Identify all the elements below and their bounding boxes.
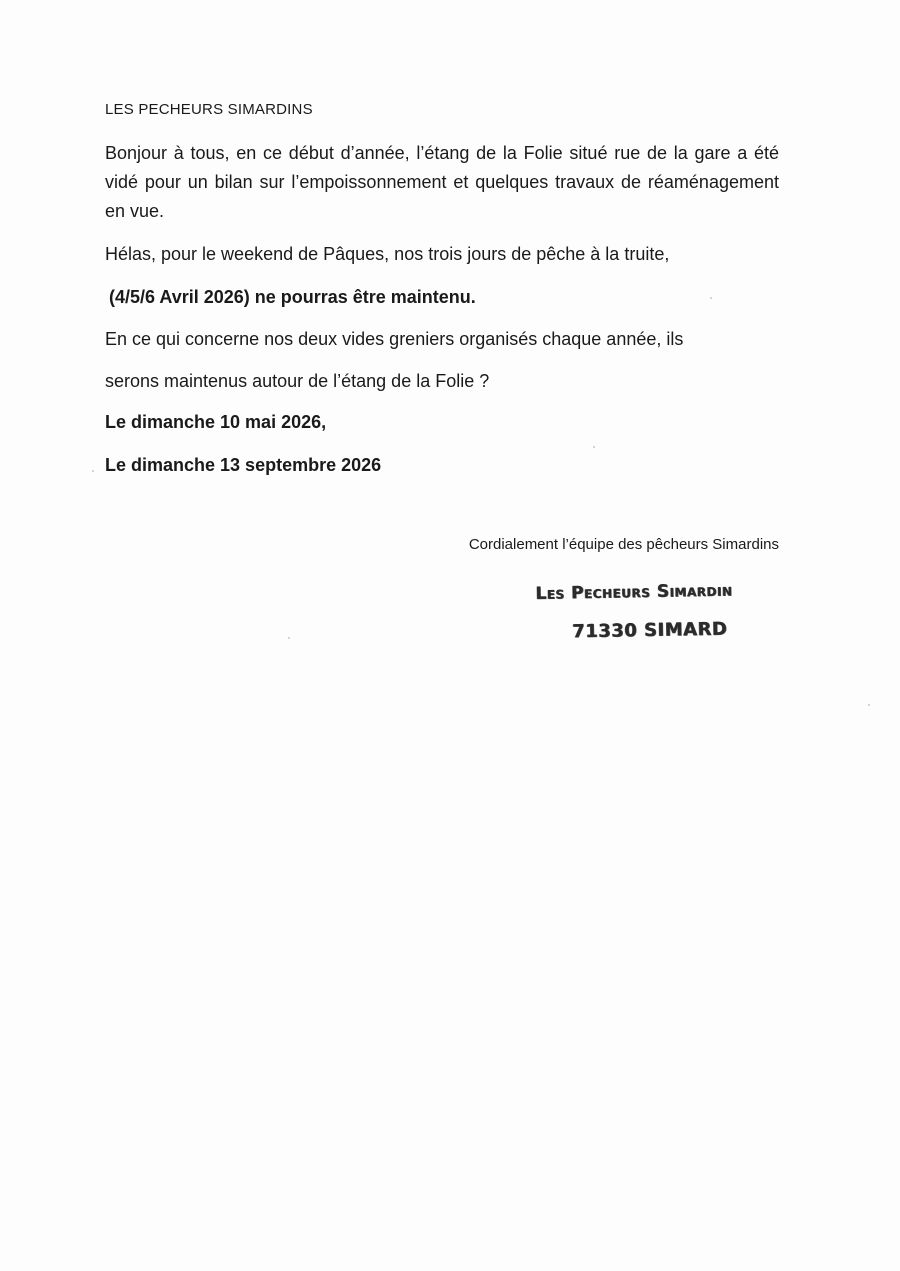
scan-speck <box>868 704 870 706</box>
club-stamp <box>529 576 760 660</box>
scan-speck <box>288 637 290 639</box>
event-date-2: Le dimanche 13 septembre 2026 <box>105 455 382 475</box>
cancellation-notice: (4/5/6 Avril 2026) ne pourras être maintenu. <box>109 287 476 307</box>
easter-paragraph: Hélas, pour le weekend de Pâques, nos trois jours de pêche à la truite, <box>105 244 670 264</box>
scan-speck <box>710 297 712 299</box>
letter-header: LES PECHEURS SIMARDINS <box>105 101 313 118</box>
stamp-line-name: Les Pecheurs Simardin <box>535 580 733 604</box>
intro-paragraph: Bonjour à tous, en ce début d’année, l’étang de la Folie situé rue de la gare a été vidé pour un bilan sur l’empoissonnement et quelques travaux de réaménagement en vue. <box>105 143 779 221</box>
fairs-paragraph-line-2: serons maintenus autour de l’étang de la Folie ? <box>105 371 490 391</box>
stamp-line-address: 71330 SIMARD <box>572 618 728 643</box>
scan-speck <box>593 446 595 448</box>
event-date-1: Le dimanche 10 mai 2026, <box>105 412 327 432</box>
signoff: Cordialement l’équipe des pêcheurs Simardins <box>468 536 779 553</box>
scan-speck <box>92 470 94 472</box>
fairs-paragraph-line-1: En ce qui concerne nos deux vides greniers organisés chaque année, ils <box>105 329 684 349</box>
